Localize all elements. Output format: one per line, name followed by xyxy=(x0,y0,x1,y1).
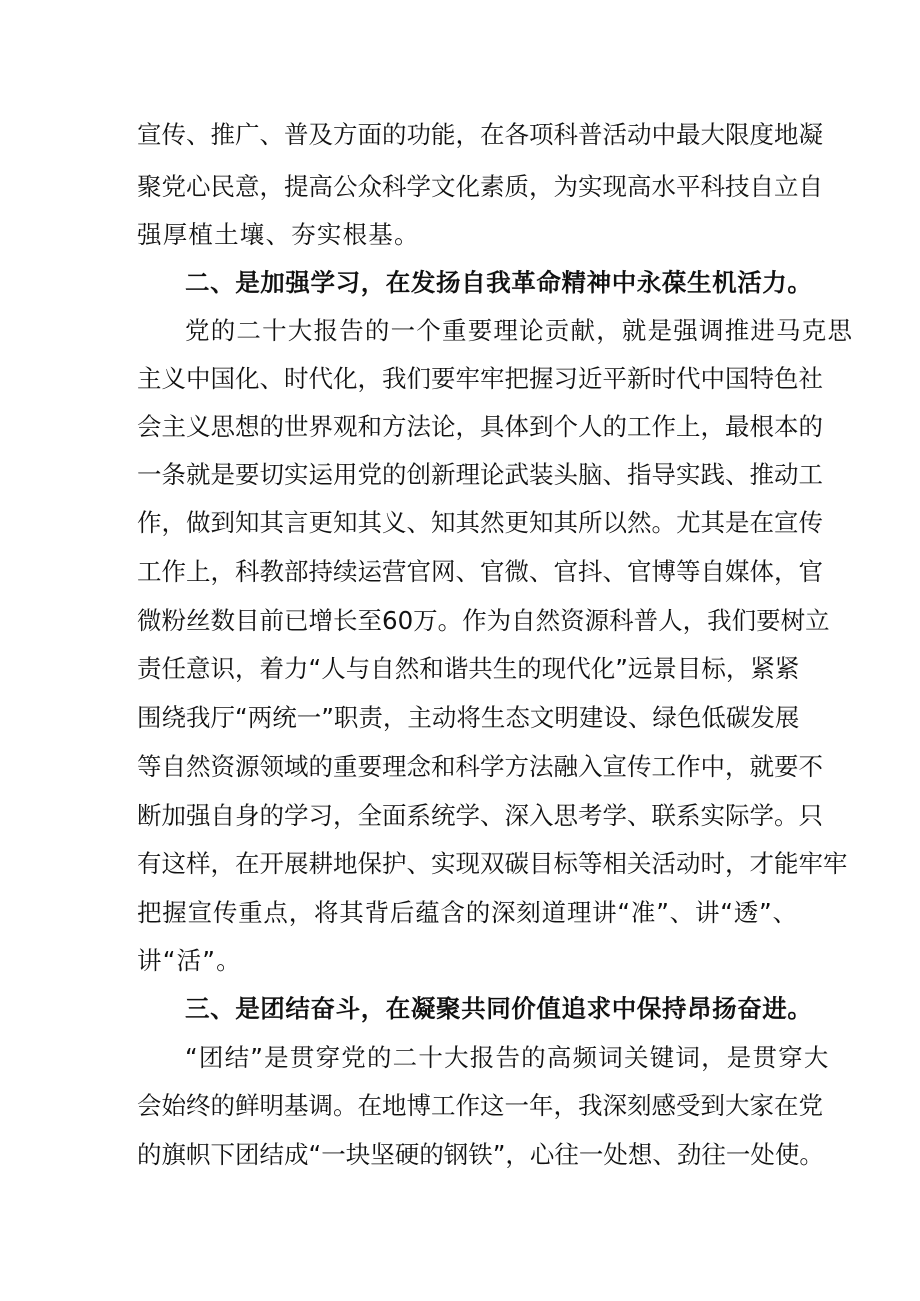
body-line: 会主义思想的世界观和方法论，具体到个人的工作上，最根本的 xyxy=(137,412,823,441)
body-line: 有这样，在开展耕地保护、实现双碳目标等相关活动时，才能牢牢 xyxy=(137,849,848,878)
body-line: 把握宣传重点，将其背后蕴含的深刻道理讲“准”、讲“透”、 xyxy=(137,898,797,927)
body-line: 作，做到知其言更知其义、知其然更知其所以然。尤其是在宣传 xyxy=(137,508,823,537)
body-line: 党的二十大报告的一个重要理论贡献，就是强调推进马克思 xyxy=(185,316,854,345)
section-heading-3: 三、是团结奋斗，在凝聚共同价值追求中保持昂扬奋进。 xyxy=(185,994,813,1023)
body-line: 工作上，科教部持续运营官网、官微、官抖、官博等自媒体，官 xyxy=(137,557,823,586)
body-line: 讲“活”。 xyxy=(137,946,242,975)
body-line: 责任意识，着力“人与自然和谐共生的现代化”远景目标，紧紧 xyxy=(137,654,800,683)
body-line: 强厚植土壤、夯实根基。 xyxy=(137,220,420,249)
body-line: 聚党心民意，提高公众科学文化素质，为实现高水平科技自立自 xyxy=(137,172,823,201)
body-line: 宣传、推广、普及方面的功能，在各项科普活动中最大限度地凝 xyxy=(137,120,823,149)
section-heading-2: 二、是加强学习，在发扬自我革命精神中永葆生机活力。 xyxy=(185,268,813,297)
body-line: 主义中国化、时代化，我们要牢牢把握习近平新时代中国特色社 xyxy=(137,364,823,393)
body-line: 断加强自身的学习，全面系统学、深入思考学、联系实际学。只 xyxy=(137,801,823,830)
body-line: 会始终的鲜明基调。在地博工作这一年，我深刻感受到大家在党 xyxy=(137,1091,823,1120)
body-line: 的旗帜下团结成“一块坚硬的钢铁”，心往一处想、劲往一处使。 xyxy=(137,1140,824,1169)
body-line: 一条就是要切实运用党的创新理论武装头脑、指导实践、推动工 xyxy=(137,460,823,489)
body-line: 围绕我厅“两统一”职责，主动将生态文明建设、绿色低碳发展 xyxy=(137,703,800,732)
body-line: “团结”是贯穿党的二十大报告的高频词关键词，是贯穿大 xyxy=(185,1043,830,1072)
body-line: 等自然资源领域的重要理念和科学方法融入宣传工作中，就要不 xyxy=(137,752,823,781)
body-line: 微粉丝数目前已增长至60万。作为自然资源科普人，我们要树立 xyxy=(137,606,830,635)
